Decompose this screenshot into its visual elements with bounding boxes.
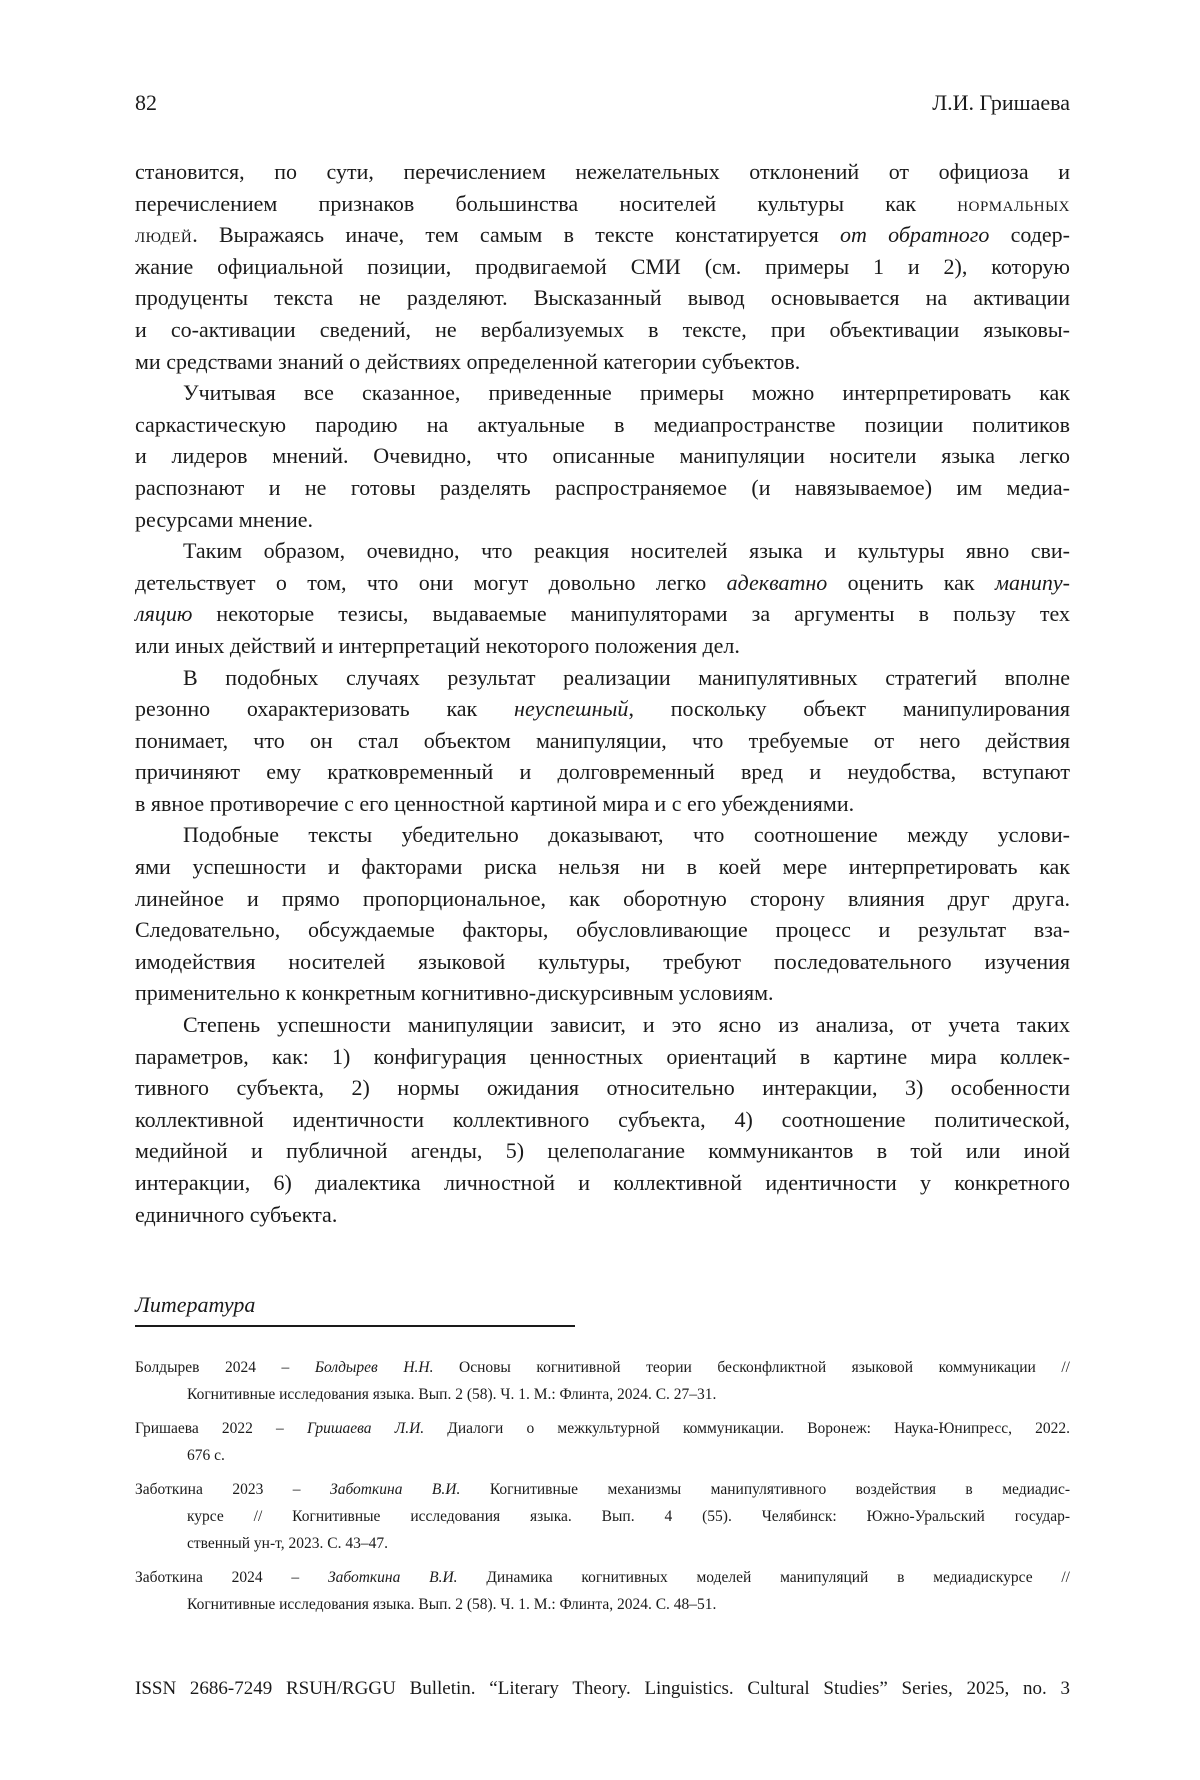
text-line bbox=[135, 977, 1070, 1009]
text-run: ственный ун-т, 2023. С. 43–47. bbox=[187, 1535, 388, 1552]
italic-text: Гришаева Л.И. bbox=[307, 1420, 424, 1437]
text-run: медийной и публичной агенды, 5) целеполагание коммуникантов в той или иной bbox=[135, 1138, 1070, 1163]
text-line bbox=[135, 377, 1070, 409]
text-line bbox=[135, 693, 1070, 725]
text-run: и со-активации сведений, не вербализуемых в тексте, при объективации языковы- bbox=[135, 317, 1070, 342]
text-run: Динамика когнитивных моделей манипуляций в медиадискурсе // bbox=[458, 1569, 1070, 1586]
text-run: Когнитивные исследования языка. Вып. 2 (58). Ч. 1. М.: Флинта, 2024. С. 48–51. bbox=[187, 1596, 716, 1613]
text-line bbox=[135, 756, 1070, 788]
reference-entry bbox=[135, 1354, 1070, 1408]
text-run: Заботкина 2023 – bbox=[135, 1481, 330, 1498]
text-line bbox=[135, 1199, 1070, 1231]
text-line bbox=[135, 1381, 1070, 1408]
text-run: Гришаева 2022 – bbox=[135, 1420, 307, 1437]
references-list bbox=[135, 1354, 1070, 1625]
text-run: линейное и прямо пропорциональное, как оборотную сторону влияния друг друга. bbox=[135, 886, 1070, 911]
text-line bbox=[135, 346, 1070, 378]
text-run: продуценты текста не разделяют. Высказанный вывод основывается на активации bbox=[135, 285, 1070, 310]
text-run: оценить как bbox=[827, 570, 995, 595]
paragraph bbox=[135, 156, 1070, 377]
text-run: имодействия носителей языковой культуры, требуют последовательного изучения bbox=[135, 949, 1070, 974]
references-heading: Литература bbox=[135, 1292, 255, 1318]
text-line bbox=[135, 535, 1070, 567]
text-line bbox=[135, 1530, 1070, 1557]
small-caps-text: людей bbox=[135, 222, 192, 247]
text-line bbox=[135, 788, 1070, 820]
text-run: Подобные тексты убедительно доказывают, что соотношение между услови- bbox=[183, 822, 1070, 847]
text-run: Учитывая все сказанное, приведенные примеры можно интерпретировать как bbox=[183, 380, 1070, 405]
text-run: Диалоги о межкультурной коммуникации. Воронеж: Наука-Юнипресс, 2022. bbox=[424, 1420, 1070, 1437]
text-line bbox=[135, 1009, 1070, 1041]
italic-text: ляцию bbox=[135, 601, 192, 626]
text-line bbox=[135, 1167, 1070, 1199]
text-run: саркастическую пародию на актуальные в медиапространстве позиции политиков bbox=[135, 412, 1070, 437]
running-header bbox=[135, 90, 1070, 120]
text-line bbox=[135, 1564, 1070, 1591]
text-run: или иных действий и интерпретаций некоторого положения дел. bbox=[135, 633, 740, 658]
text-line bbox=[135, 567, 1070, 599]
text-line bbox=[135, 1503, 1070, 1530]
text-run: интеракции, 6) диалектика личностной и коллективной идентичности у конкретного bbox=[135, 1170, 1070, 1195]
text-line bbox=[135, 440, 1070, 472]
text-line bbox=[135, 946, 1070, 978]
text-run: Заботкина 2024 – bbox=[135, 1569, 328, 1586]
text-run: распознают и не готовы разделять распространяемое (и навязываемое) им медиа- bbox=[135, 475, 1070, 500]
text-line bbox=[135, 472, 1070, 504]
text-run: Степень успешности манипуляции зависит, и это ясно из анализа, от учета таких bbox=[183, 1012, 1070, 1037]
paragraph bbox=[135, 535, 1070, 661]
text-line bbox=[135, 504, 1070, 536]
reference-entry bbox=[135, 1415, 1070, 1469]
text-line bbox=[135, 819, 1070, 851]
reference-entry bbox=[135, 1476, 1070, 1557]
italic-text: Болдырев Н.Н. bbox=[315, 1359, 434, 1376]
text-line bbox=[135, 314, 1070, 346]
paragraph bbox=[135, 662, 1070, 820]
italic-text: адекватно bbox=[727, 570, 828, 595]
text-run: ми средствами знаний о действиях определенной категории субъектов. bbox=[135, 349, 800, 374]
text-run: детельствует о том, что они могут довольно легко bbox=[135, 570, 727, 595]
text-run: Таким образом, очевидно, что реакция носителей языка и культуры явно сви- bbox=[183, 538, 1070, 563]
paragraph bbox=[135, 819, 1070, 1009]
text-run: становится, по сути, перечислением нежелательных отклонений от официоза и bbox=[135, 159, 1070, 184]
text-run: Когнитивные исследования языка. Вып. 2 (58). Ч. 1. М.: Флинта, 2024. С. 27–31. bbox=[187, 1386, 716, 1403]
text-line bbox=[135, 188, 1070, 220]
text-run: в явное противоречие с его ценностной картиной мира и с его убеждениями. bbox=[135, 791, 854, 816]
body-text bbox=[135, 156, 1070, 1230]
text-line bbox=[135, 1442, 1070, 1469]
text-line bbox=[135, 662, 1070, 694]
text-line bbox=[135, 1476, 1070, 1503]
text-line bbox=[135, 251, 1070, 283]
text-run: , поскольку объект манипулирования bbox=[628, 696, 1070, 721]
text-run: перечислением признаков большинства носителей культуры как bbox=[135, 191, 957, 216]
text-line bbox=[135, 914, 1070, 946]
page-number: 82 bbox=[135, 90, 157, 116]
text-run: Когнитивные механизмы манипулятивного воздействия в медиадис- bbox=[460, 1481, 1070, 1498]
text-run: курсе // Когнитивные исследования языка. Вып. 4 (55). Челябинск: Южно-Уральский государ- bbox=[187, 1508, 1070, 1525]
text-line bbox=[135, 409, 1070, 441]
text-line bbox=[135, 1104, 1070, 1136]
text-run: . Выражаясь иначе, тем самым в тексте констатируется bbox=[192, 222, 840, 247]
italic-text: от обратного bbox=[840, 222, 989, 247]
text-line bbox=[135, 1072, 1070, 1104]
text-line bbox=[135, 598, 1070, 630]
text-run: тивного субъекта, 2) нормы ожидания относительно интеракции, 3) особенности bbox=[135, 1075, 1070, 1100]
text-line bbox=[135, 725, 1070, 757]
text-run: некоторые тезисы, выдаваемые манипуляторами за аргументы в пользу тех bbox=[192, 601, 1070, 626]
text-line bbox=[135, 156, 1070, 188]
paragraph bbox=[135, 1009, 1070, 1230]
italic-text: Заботкина В.И. bbox=[330, 1481, 460, 1498]
text-run: Болдырев 2024 – bbox=[135, 1359, 315, 1376]
text-run: и лидеров мнений. Очевидно, что описанные манипуляции носители языка легко bbox=[135, 443, 1070, 468]
italic-text: манипу- bbox=[995, 570, 1070, 595]
text-run: применительно к конкретным когнитивно-дискурсивным условиям. bbox=[135, 980, 774, 1005]
text-run: ями успешности и факторами риска нельзя ни в коей мере интерпретировать как bbox=[135, 854, 1070, 879]
text-run: 676 с. bbox=[187, 1447, 225, 1464]
text-run: В подобных случаях результат реализации манипулятивных стратегий вполне bbox=[183, 665, 1070, 690]
references-rule bbox=[135, 1325, 575, 1327]
reference-entry bbox=[135, 1564, 1070, 1618]
italic-text: Заботкина В.И. bbox=[328, 1569, 458, 1586]
text-run: ресурсами мнение. bbox=[135, 507, 313, 532]
text-line bbox=[135, 1415, 1070, 1442]
text-line bbox=[135, 1135, 1070, 1167]
text-line bbox=[135, 883, 1070, 915]
text-line bbox=[135, 219, 1070, 251]
italic-text: неуспешный bbox=[514, 696, 628, 721]
text-run: жание официальной позиции, продвигаемой СМИ (см. примеры 1 и 2), которую bbox=[135, 254, 1070, 279]
text-run: параметров, как: 1) конфигурация ценностных ориентаций в картине мира коллек- bbox=[135, 1044, 1070, 1069]
text-line bbox=[135, 1354, 1070, 1381]
text-line bbox=[135, 1041, 1070, 1073]
text-run: коллективной идентичности коллективного субъекта, 4) соотношение политической, bbox=[135, 1107, 1070, 1132]
text-line bbox=[135, 630, 1070, 662]
small-caps-text: нормальных bbox=[957, 191, 1070, 216]
text-line bbox=[135, 1591, 1070, 1618]
text-run: единичного субъекта. bbox=[135, 1202, 337, 1227]
running-author: Л.И. Гришаева bbox=[932, 90, 1070, 116]
text-line bbox=[135, 282, 1070, 314]
text-line bbox=[135, 851, 1070, 883]
text-run: резонно охарактеризовать как bbox=[135, 696, 514, 721]
text-run: Следовательно, обсуждаемые факторы, обусловливающие процесс и результат вза- bbox=[135, 917, 1070, 942]
text-run: содер- bbox=[989, 222, 1070, 247]
text-run: Основы когнитивной теории бесконфликтной языковой коммуникации // bbox=[433, 1359, 1070, 1376]
paragraph bbox=[135, 377, 1070, 535]
footer-issn: ISSN 2686-7249 RSUH/RGGU Bulletin. “Literary Theory. Linguistics. Cultural Studies” Series, 2025, no. 3 bbox=[135, 1678, 1070, 1700]
text-run: понимает, что он стал объектом манипуляции, что требуемые от него действия bbox=[135, 728, 1070, 753]
text-run: причиняют ему кратковременный и долговременный вред и неудобства, вступают bbox=[135, 759, 1070, 784]
